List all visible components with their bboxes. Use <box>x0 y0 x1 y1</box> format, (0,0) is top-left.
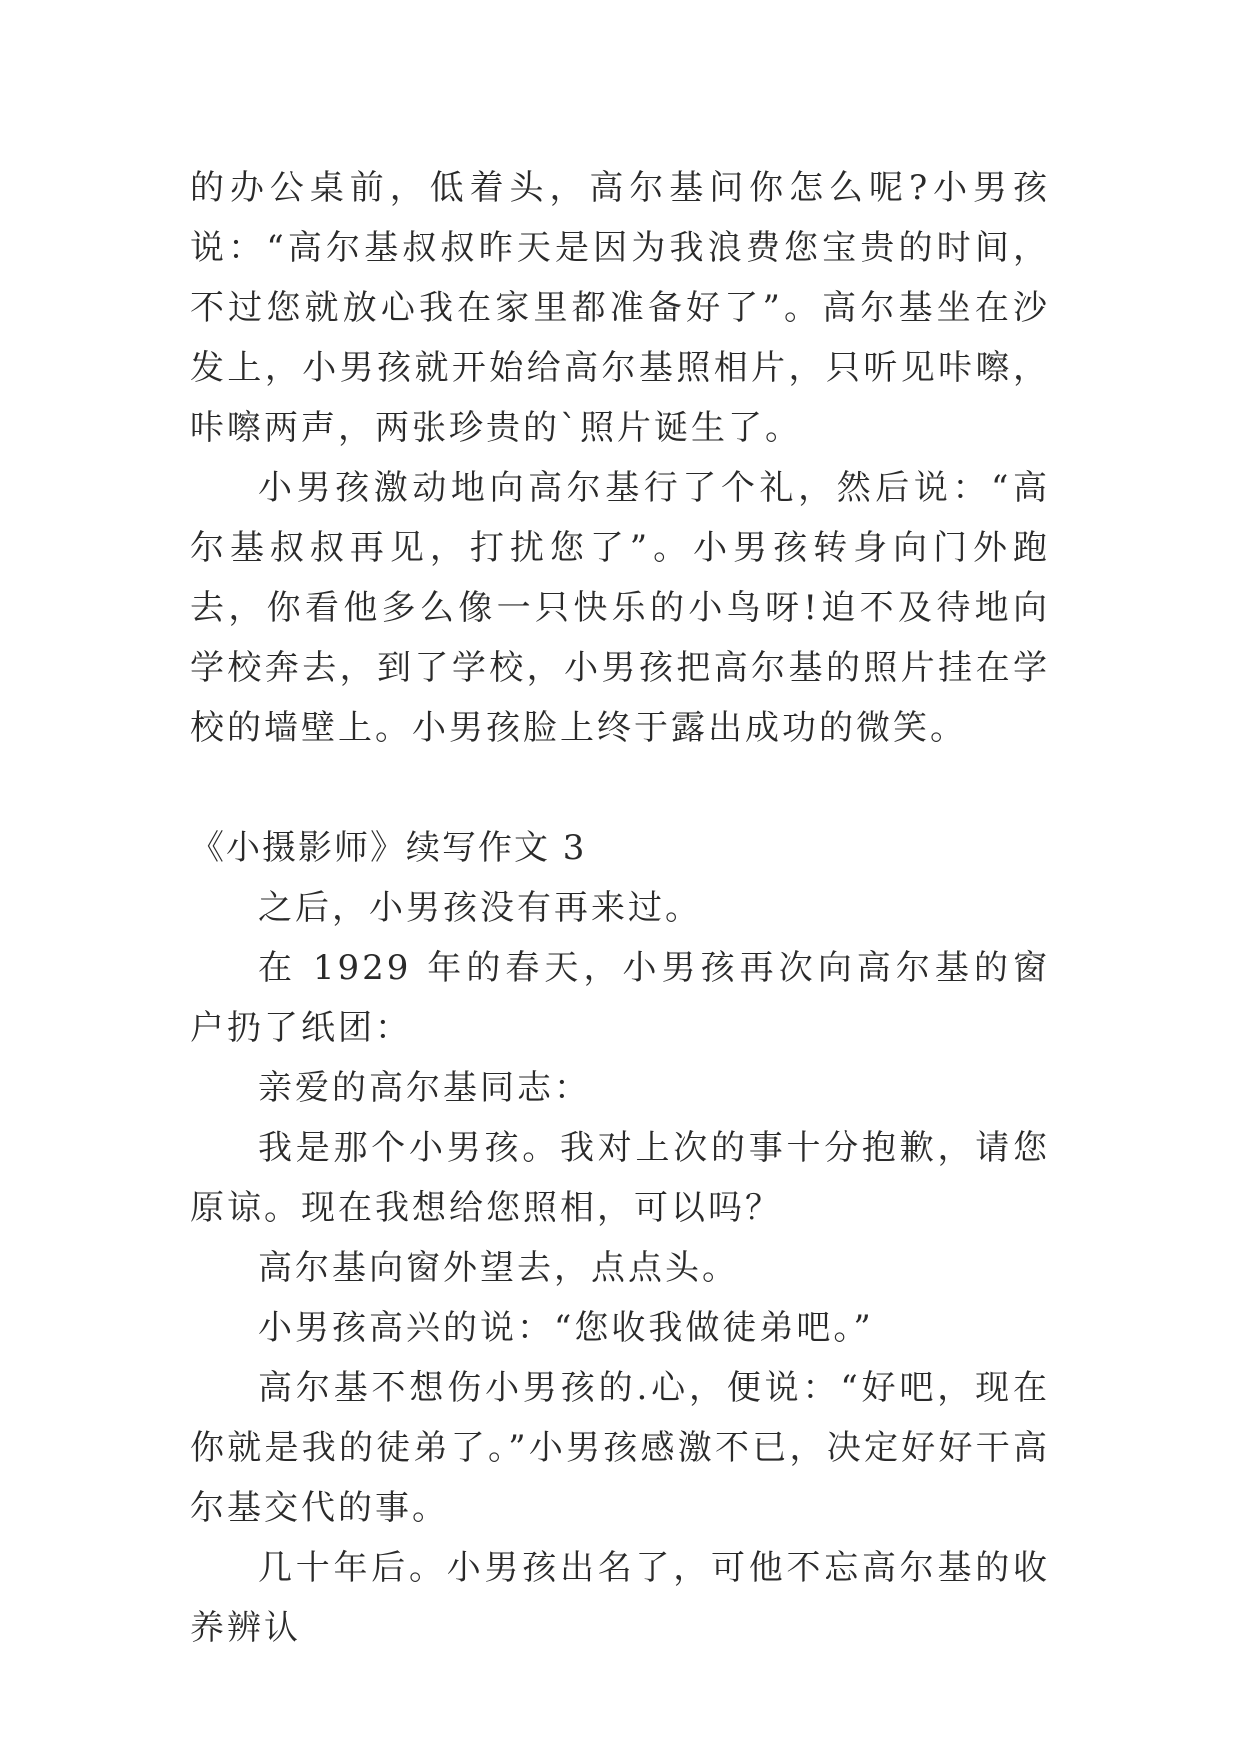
section-gap <box>190 758 1050 818</box>
paragraph: 几十年后。小男孩出名了，可他不忘高尔基的收养辨认 <box>190 1548 1050 1648</box>
paragraph: 小男孩激动地向高尔基行了个礼，然后说：“高尔基叔叔再见，打扰您了”。小男孩转身向门外跑去，你看他多么像一只快乐的小鸟呀!迫不及待地向学校奔去，到了学校，小男孩把高尔基的照片挂在学校的墙壁上。小男孩脸上终于露出成功的微笑。 <box>190 468 1050 748</box>
paragraph: 在 1929 年的春天，小男孩再次向高尔基的窗户扔了纸团： <box>190 948 1050 1048</box>
paragraph: 小男孩高兴的说：“您收我做徒弟吧。” <box>258 1308 874 1348</box>
paragraph: 高尔基向窗外望去，点点头。 <box>258 1248 739 1288</box>
paragraph: 的办公桌前，低着头，高尔基问你怎么呢?小男孩说：“高尔基叔叔昨天是因为我浪费您宝贵的时间，不过您就放心我在家里都准备好了”。高尔基坐在沙发上，小男孩就开始给高尔基照相片，只听见咔嚓，咔嚓两声，两张珍贵的`照片诞生了。 <box>190 168 1050 448</box>
document-body <box>190 158 1050 1658</box>
paragraph: 我是那个小男孩。我对上次的事十分抱歉，请您原谅。现在我想给您照相，可以吗？ <box>190 1128 1050 1228</box>
paragraph: 亲爱的高尔基同志： <box>258 1068 591 1108</box>
paragraph: 高尔基不想伤小男孩的.心，便说：“好吧，现在你就是我的徒弟了。”小男孩感激不已，决定好好干高尔基交代的事。 <box>190 1368 1050 1528</box>
section-heading: 《小摄影师》续写作文 3 <box>190 828 587 868</box>
paragraph: 之后，小男孩没有再来过。 <box>258 888 702 928</box>
